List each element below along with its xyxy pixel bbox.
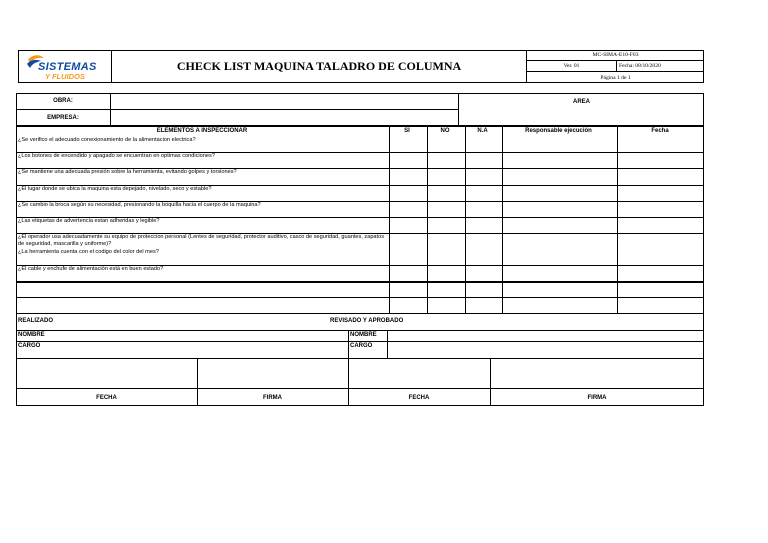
nombre-left-label: NOMBRE bbox=[18, 332, 45, 338]
col-header-responsable: Responsable ejecución bbox=[525, 128, 592, 134]
empresa-label: EMPRESA: bbox=[16, 110, 111, 126]
question-6: ¿Las etiquetas de advertencia estan adheridas y legible? bbox=[18, 218, 160, 224]
document-version: Ver. 01 bbox=[527, 61, 617, 72]
document-date: Fecha: 08/10/2020 bbox=[617, 61, 704, 72]
cargo-right-label: CARGO bbox=[350, 343, 373, 349]
fecha-right-field[interactable] bbox=[349, 359, 490, 388]
question-5: ¿Se cambio la broca según su necesidad, presionando la boquilla hacia el cuerpo de la maquina? bbox=[18, 202, 261, 208]
answer-cell-si[interactable] bbox=[389, 137, 426, 152]
question-7: ¿El operador usa adecuadamente su equipo de proteccion personal (Lentes de seguridad, protector auditivo, casco de seguridad, guantes, zapatos de seguridad, mascarilla y uniforme)? bbox=[18, 234, 385, 247]
nombre-right-label: NOMBRE bbox=[350, 332, 377, 338]
obra-field[interactable] bbox=[111, 93, 459, 110]
empresa-field[interactable] bbox=[111, 110, 459, 126]
firma-left-field[interactable] bbox=[198, 359, 348, 388]
area-label: AREA bbox=[572, 98, 590, 105]
question-9: ¿El cable y enchufe de alimentación está en buen estado? bbox=[18, 266, 164, 272]
revisado-label: REVISADO Y APROBADO bbox=[330, 318, 404, 324]
question-1: ¿Se verifico el adecuado conexionamiento de la alimentacion electrica? bbox=[18, 137, 196, 143]
nombre-left-field[interactable] bbox=[60, 331, 347, 341]
question-3: ¿Se mantiene una adecuada presión sobre la herramienta, evitando golpes y torsiones? bbox=[18, 169, 237, 175]
col-header-elements: ELEMENTOS A INSPECCIONAR bbox=[156, 128, 248, 134]
question-8: ¿La herramienta cuenta con el codigo del color del mes? bbox=[18, 249, 159, 255]
document-code: MC-SIMA-E10-F03 bbox=[527, 50, 704, 61]
fecha-right-label: FECHA bbox=[408, 394, 430, 401]
question-4: ¿El lugar donde se ubica la maquina esta depejado, nivelado, seco y estable? bbox=[18, 186, 212, 192]
cargo-right-field[interactable] bbox=[388, 342, 704, 358]
col-header-na: N.A bbox=[477, 128, 488, 134]
col-header-fecha: Fecha bbox=[651, 128, 669, 134]
cargo-left-field[interactable] bbox=[60, 342, 347, 358]
logo-text-sistemas: SISTEMAS bbox=[38, 61, 97, 73]
obra-label: OBRA: bbox=[16, 93, 111, 110]
realizado-label: REALIZADO bbox=[18, 318, 53, 324]
document-page: Página 1 de 1 bbox=[600, 74, 631, 81]
question-2: ¿Los botones de encendido y apagado se encuentran en optimas condiciones? bbox=[18, 153, 215, 159]
answer-cell-na[interactable] bbox=[465, 137, 501, 152]
nombre-right-field[interactable] bbox=[388, 331, 704, 341]
col-header-si: SI bbox=[404, 128, 410, 134]
document-title: CHECK LIST MAQUINA TALADRO DE COLUMNA bbox=[112, 50, 527, 83]
firma-left-label: FIRMA bbox=[263, 394, 282, 401]
answer-cell-no[interactable] bbox=[427, 137, 464, 152]
cargo-left-label: CARGO bbox=[18, 343, 41, 349]
col-header-no: NO bbox=[440, 128, 450, 134]
fecha-left-field[interactable] bbox=[17, 359, 197, 388]
firma-right-field[interactable] bbox=[491, 359, 704, 388]
logo-text-fluidos: Y FLUIDOS bbox=[45, 72, 85, 81]
firma-right-label: FIRMA bbox=[587, 394, 607, 401]
logo-cell bbox=[18, 50, 112, 83]
area-field[interactable] bbox=[459, 110, 704, 126]
fecha-left-label: FECHA bbox=[96, 394, 117, 401]
